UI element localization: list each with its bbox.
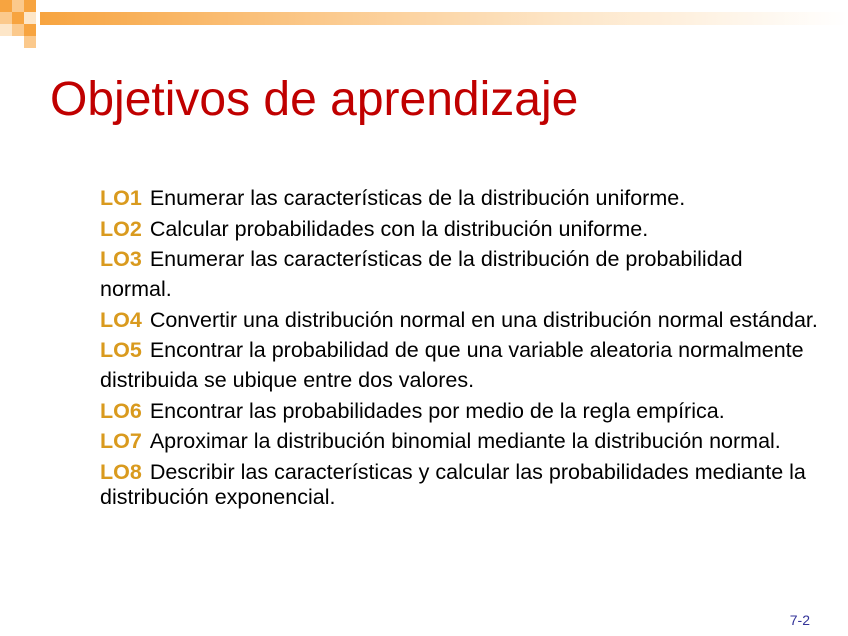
decor-square <box>12 12 24 24</box>
objective-text: Describir las características y calcular las probabilidades mediante la distribución exponencial. <box>100 460 806 509</box>
decor-square <box>0 12 12 24</box>
objective-text: Convertir una distribución normal en una distribución normal estándar. <box>149 308 818 332</box>
objective-text: Encontrar las probabilidades por medio de la regla empírica. <box>149 399 725 423</box>
objective-item <box>100 186 820 211</box>
objective-item <box>100 426 820 456</box>
objective-text: Enumerar las características de la distribución uniforme. <box>149 186 686 210</box>
header-decoration <box>0 0 848 48</box>
header-gradient-band <box>40 12 848 25</box>
objective-code: LO1 <box>100 186 142 210</box>
decor-square <box>24 24 36 36</box>
decor-square <box>0 0 12 12</box>
objective-text: Aproximar la distribución binomial mediante la distribución normal. <box>149 429 781 453</box>
decor-square <box>12 24 24 36</box>
decor-square <box>0 24 12 36</box>
slide-title: Objetivos de aprendizaje <box>50 73 579 126</box>
objective-text: Enumerar las características de la distribución de probabilidad normal. <box>100 247 743 301</box>
objective-code: LO4 <box>100 308 142 332</box>
objective-item <box>100 399 820 424</box>
objective-item <box>100 460 820 510</box>
objective-code: LO6 <box>100 399 142 423</box>
objective-code: LO3 <box>100 247 142 271</box>
objective-item <box>100 335 820 395</box>
decor-square <box>24 12 36 24</box>
objectives-list <box>100 186 820 510</box>
objective-code: LO2 <box>100 217 142 241</box>
objective-item <box>100 308 820 333</box>
objective-item <box>100 244 820 304</box>
objective-text: Calcular probabilidades con la distribución uniforme. <box>149 217 649 241</box>
decor-square <box>24 0 36 12</box>
objective-item <box>100 217 820 242</box>
objective-code: LO8 <box>100 460 142 484</box>
decor-square <box>12 0 24 12</box>
decor-square <box>24 36 36 48</box>
objective-code: LO7 <box>100 429 142 453</box>
objective-code: LO5 <box>100 338 142 362</box>
objective-text: Encontrar la probabilidad de que una variable aleatoria normalmente distribuida se ubique entre dos valores. <box>100 338 804 392</box>
slide-number: 7-2 <box>789 612 810 628</box>
